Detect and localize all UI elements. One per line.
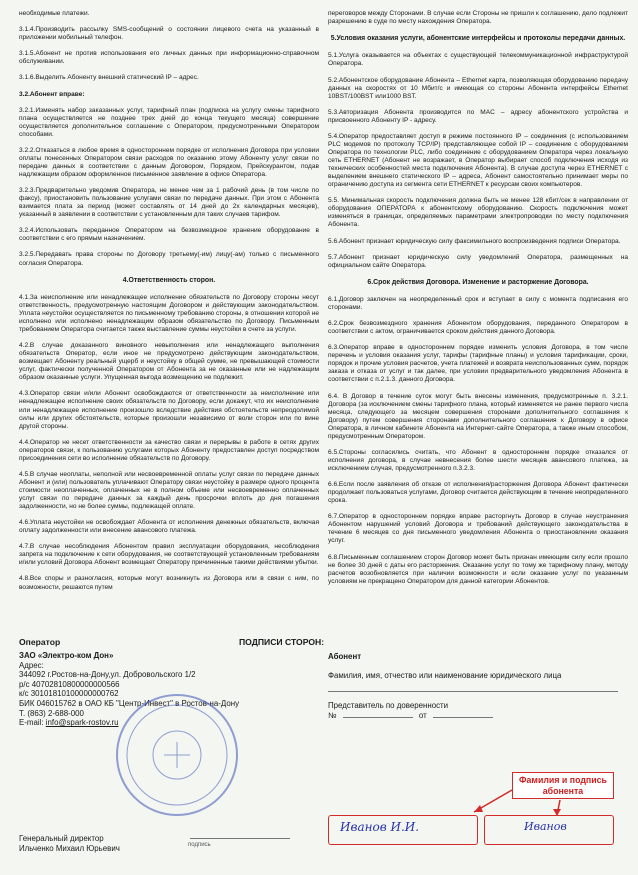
operator-account: р/с 40702810800000000566 [19,679,120,689]
operator-address: 344092 г.Ростов-на-Дону,ул. Добровольского 1/2 [19,670,196,680]
paragraph: 3.2.2.Отказаться в любое время в одностороннем порядке от исполнения Договора при условии оплаты понесенных Оператором связи расходов по оказанию этому Абоненту услуг связи по передаче данных в соответствии с данным Договором, Порядком, Прейскурантом, подав надлежащим образом оформленное письменное заявление в офисе Оператора. [19,146,319,178]
paragraph: 5.5. Минимальная скорость подключения должна быть не менее 128 кбит/сек в направлении от оборудования ОПЕРАТОРА к абонентскому оборудованию. Скорость подключения может изменяться в границах, определяемых параметрами электропроводки по месту подключения Абонента. [328,197,628,229]
date-field [433,717,493,718]
operator-corr-account: к/с 30101810100000000762 [19,689,119,699]
paragraph: 6.4. В Договор в течение суток могут быть внесены изменения, предусмотренные п. 3.2.1. Договора (за исключением смены тарифного плана, который изменяется не ранее первого числа месяца, следующего за месяцем совершения сторонами дополнительного соглашения к Договору) путем совершения сторонами дополнительного соглашения к Договору в офисе Оператора, в личном кабинете Абонента на Интернет-сайте Оператора, а также иным способом, предусмотренным Оператором. [328,392,628,440]
signatures-title: ПОДПИСИ СТОРОН: [239,637,325,647]
paragraph: 5.7.Абонент признает юридическую силу уведомлений Оператора, размещенных на официальном сайте Оператора. [328,253,628,269]
paragraph: 4.3.Оператор связи и/или Абонент освобождаются от ответственности за неисполнение или ненадлежащее исполнение своих обязательств по Договору, если докажут, что их неисполнение или ненадлежащее исполнение произошло вследствие действия обстоятельств непреодолимой силы или других обстоятельств, которые произошли независимо от воли сторон или по вине другой стороны. [19,390,319,430]
paragraph: 5.1.Услуга оказывается на объектах с существующей телекоммуникационной инфраструктурой Оператора. [328,52,628,68]
abonent-name-hint: Фамилия, имя, отчество или наименование юридического лица [328,670,562,680]
power-of-attorney-line [328,711,618,721]
paragraph: 3.1.6.Выделить Абоненту внешний статический IP – адрес. [19,74,199,82]
arrow-line [474,790,512,812]
paragraph: 4.8.Все споры и разногласия, которые могут возникнуть из Договора или в связи с ним, по возможности, решаются путем [19,575,319,591]
paragraph: 3.1.4.Производить рассылку SMS-сообщений о состоянии лицевого счета на указанный в приложении мобильный телефон. [19,26,319,42]
right-column [328,2,628,594]
from-label: от [418,710,427,720]
section-heading: 6.Срок действия Договора. Изменение и расторжение Договора. [367,278,589,286]
paragraph: 3.2.4.Использовать переданное Оператором на безвозмездное хранение оборудование в соответствии с его прямым назначением. [19,227,319,243]
email-link[interactable]: info@spark-rostov.ru [45,718,119,728]
abonent-details [328,652,618,720]
section-heading: 4.Ответственность сторон. [122,276,216,284]
paragraph: 6.5.Стороны согласились считать, что Абонент в одностороннем порядке отказался от исполнения договора, в случае невнесения более шести месяцев авансового платежа, за исключением случая, предусмотренного п.3.2.3. [328,448,628,472]
company-seal [112,690,242,820]
director-name: Ильченко Михаил Юрьевич [19,843,120,853]
email-label: E-mail: [19,718,46,728]
section-heading: 3.2.Абонент вправе: [19,90,85,98]
paragraph: 3.2.3.Предварительно уведомив Оператора, не менее чем за 1 рабочий день (в том числе по факсу), приостановить пользование услугами связи по передаче данных. При этом с Абонента взимается плата за период (может составлять от 14 дней до 2х календарных месяцев), указанный в заявлении в соответствии с установленным для таких случаев тарифом. [19,187,319,219]
arrow-line [557,800,560,815]
paragraph: 6.6.Если после заявления об отказе от исполнения/расторжения Договора Абонент фактически продолжает пользоваться услугами, Договор считается действующим в течение неопределенного срока. [328,481,628,505]
paragraph: 5.6.Абонент признает юридическую силу факсимильного воспроизведения подписи Оператора. [328,237,621,245]
operator-signature-line [190,838,290,839]
paragraph: 6.8.Письменным соглашением сторон Договор может быть признан имеющим силу если прошло не более 30 дней с даты его расторжения. Оказание услуг по тому же тарифному плану, методу расчетов возобновляется при наличии возможности и если оказание услуг по указанным условиям не прекращено Оператором для данной категории Абонентов. [328,553,628,585]
operator-phone: Т. (863) 2-688-000 [19,708,84,718]
representative-label: Представитель по доверенности [328,701,449,711]
paragraph: 5.4.Оператор предоставляет доступ в режиме постоянного IP – соединения (с использованием PLC модемов по протоколу TCP/IP) представляющее собой IP – соединение с оборудованием Оператора по технологии PLC, либо соединение с оборудованием Оператора через локальную сеть ETHERNET (Абонент не возражает, в Оператор выбирает способ подключения исходя из технических особенностей места подключения Абонента). В случае доступа через ETHERNET с выделением внешнего статического IP – адреса, Абонент самостоятельно принимает меры по ограничению доступа из сегмента сети ETHERNET к ресурсам своих компьютеров. [328,132,628,189]
abonent-name-line [328,681,618,692]
paragraph: необходимые платежи. [19,10,90,18]
paragraph: 3.2.5.Передавать права стороны по Договору третьему(-им) лицу(-ам) только с письменного согласия Оператора. [19,251,319,267]
operator-bik: БИК 046015762 в ОАО КБ "Центр-Инвест" в Ростов-на-Дону [19,698,240,708]
paragraph: 5.2.Абонентское оборудование Абонента – Ethernet карта, позволяющая оборудованию передачу данных на скоростях от 10 Мбит/с и имеющая со стороны Абонента интерфейсы Ethernet 10BST/100BST или1000 BST. [328,76,628,100]
paragraph: 6.3.Оператор вправе в одностороннем порядке изменить условия Договора, в том числе перечень и условия оказания услуг, тарифы (тарифные планы) и условия тарификации, сроки, порядок и прочие условия расчетов, учета платежей и возврата неиспользованных сумм, порядок заказа и отказа от услуг и так далее, при условии предварительного уведомления Абонента в соответствии с п.2.1.3. данного Договора. [328,344,628,384]
section-heading: 5.Условия оказания услуги, абонентские интерфейсы и протоколы передачи данных. [330,35,626,43]
arrow-head [474,805,483,812]
number-sign: № [328,710,337,720]
signature-caption: подпись [188,842,211,848]
paragraph: 3.1.5.Абонент не против использования его личных данных при информационно-справочном обслуживании. [19,50,319,66]
handwritten-name: Иванов И.И. [340,820,420,834]
paragraph: 4.7.В случае несоблюдения Абонентом правил эксплуатации оборудования, несоблюдения запрета на подключение к сети оборудования, не соответствующей установленным требованиям и/или условий Договора Абонент возмещает Оператору причиненные такими действиями убытки. [19,543,319,567]
director-block [19,834,120,853]
paragraph: 4.2.В случае доказанного виновного невыполнения или ненадлежащего выполнения обязательств Оператор, если иное не предусмотрено действующим законодательством, возмещает Абоненту реальный ущерб и неустойку в общей сумме, не превышающей стоимости услуг, фактически полученной Оператором от Абонента за не оказанные или не надлежащим образом оказанные услуги. Упущенная выгода возмещению не подлежит. [19,342,319,382]
address-label: Адрес: [19,660,44,670]
operator-label: Оператор [19,637,61,647]
annotation-callout: Фамилия и подпись абонента [512,772,614,799]
paragraph: 4.1.За неисполнение или ненадлежащее исполнение обязательств по Договору стороны несут ответственность, предусмотренную настоящим Договором и действующим законодательством. Уплата неустойки осуществляется по письменному требованию стороны, в отношении которой не исполнено или исполнено ненадлежащим образом обязательство по Договору. Письменным требованием Оператора считается также выставление суммы неустойки в счете за услуги. [19,293,319,334]
handwritten-signature: Иванов [524,820,567,833]
left-column [19,2,319,600]
paragraph: 5.3.Авторизация Абонента производится по MAC – адресу абонентского устройства и присвоенного Абоненту IP - адресу. [328,108,628,124]
abonent-label: Абонент [328,652,362,661]
paragraph: 4.4.Оператор не несет ответственности за качество связи и перерывы в работе в сетях других операторов связи, к пользованию услугами которых Абоненту предоставлен доступ посредством присоединения сети во исполнение обязательств по Договору. [19,438,319,462]
operator-name: ЗАО «Электро-ком Дон» [19,651,114,660]
paragraph: переговоров между Сторонами. В случае если Стороны не пришли к соглашению, дело подлежит разрешению в суде по месту нахождения Оператора. [328,10,628,26]
paragraph: 3.2.1.Изменять набор заказанных услуг, тарифный план (подписка на услугу смены тарифного плана осуществляется не позднее трех дней до конца текущего месяца) совершение осуществляется дополнительное соглашение с Оператором, предусмотренными Оператором способами. [19,106,319,138]
director-title: Генеральный директор [19,834,104,843]
paragraph: 6.1.Договор заключен на неопределенный срок и вступает в силу с момента подписания его сторонами. [328,296,628,312]
paragraph: 6.7.Оператор в одностороннем порядке вправе расторгнуть Договор в случае неустранения Абонентом нарушений условий Договора и требований действующего законодательства в течение 6 месяцев со дня письменного уведомления Абонента о приостановлении оказания услуг. [328,513,628,545]
paragraph: 6.2.Срок безвозмездного хранения Абонентом оборудования, переданного Оператором в соответствии с актом, ограничивается сроком действия данного Договора. [328,320,628,336]
number-field [343,717,413,718]
paragraph: 4.6.Уплата неустойки не освобождает Абонента от исполнения денежных обязательств, включая оплату задолженности или внесение авансового платежа. [19,519,319,535]
paragraph: 4.5.В случае неоплаты, неполной или несвоевременной оплаты услуг связи по передаче данных Абонент и (или) пользователь уплачивают Оператору связи неустойку в размере одного процента стоимости неоплаченных, оплаченных не в полном объеме или несвоевременно оплаченных услуг связи по передаче данных за каждый день просрочки вплоть до дня погашения задолженности, но не более суммы, подлежащей оплате. [19,470,319,511]
